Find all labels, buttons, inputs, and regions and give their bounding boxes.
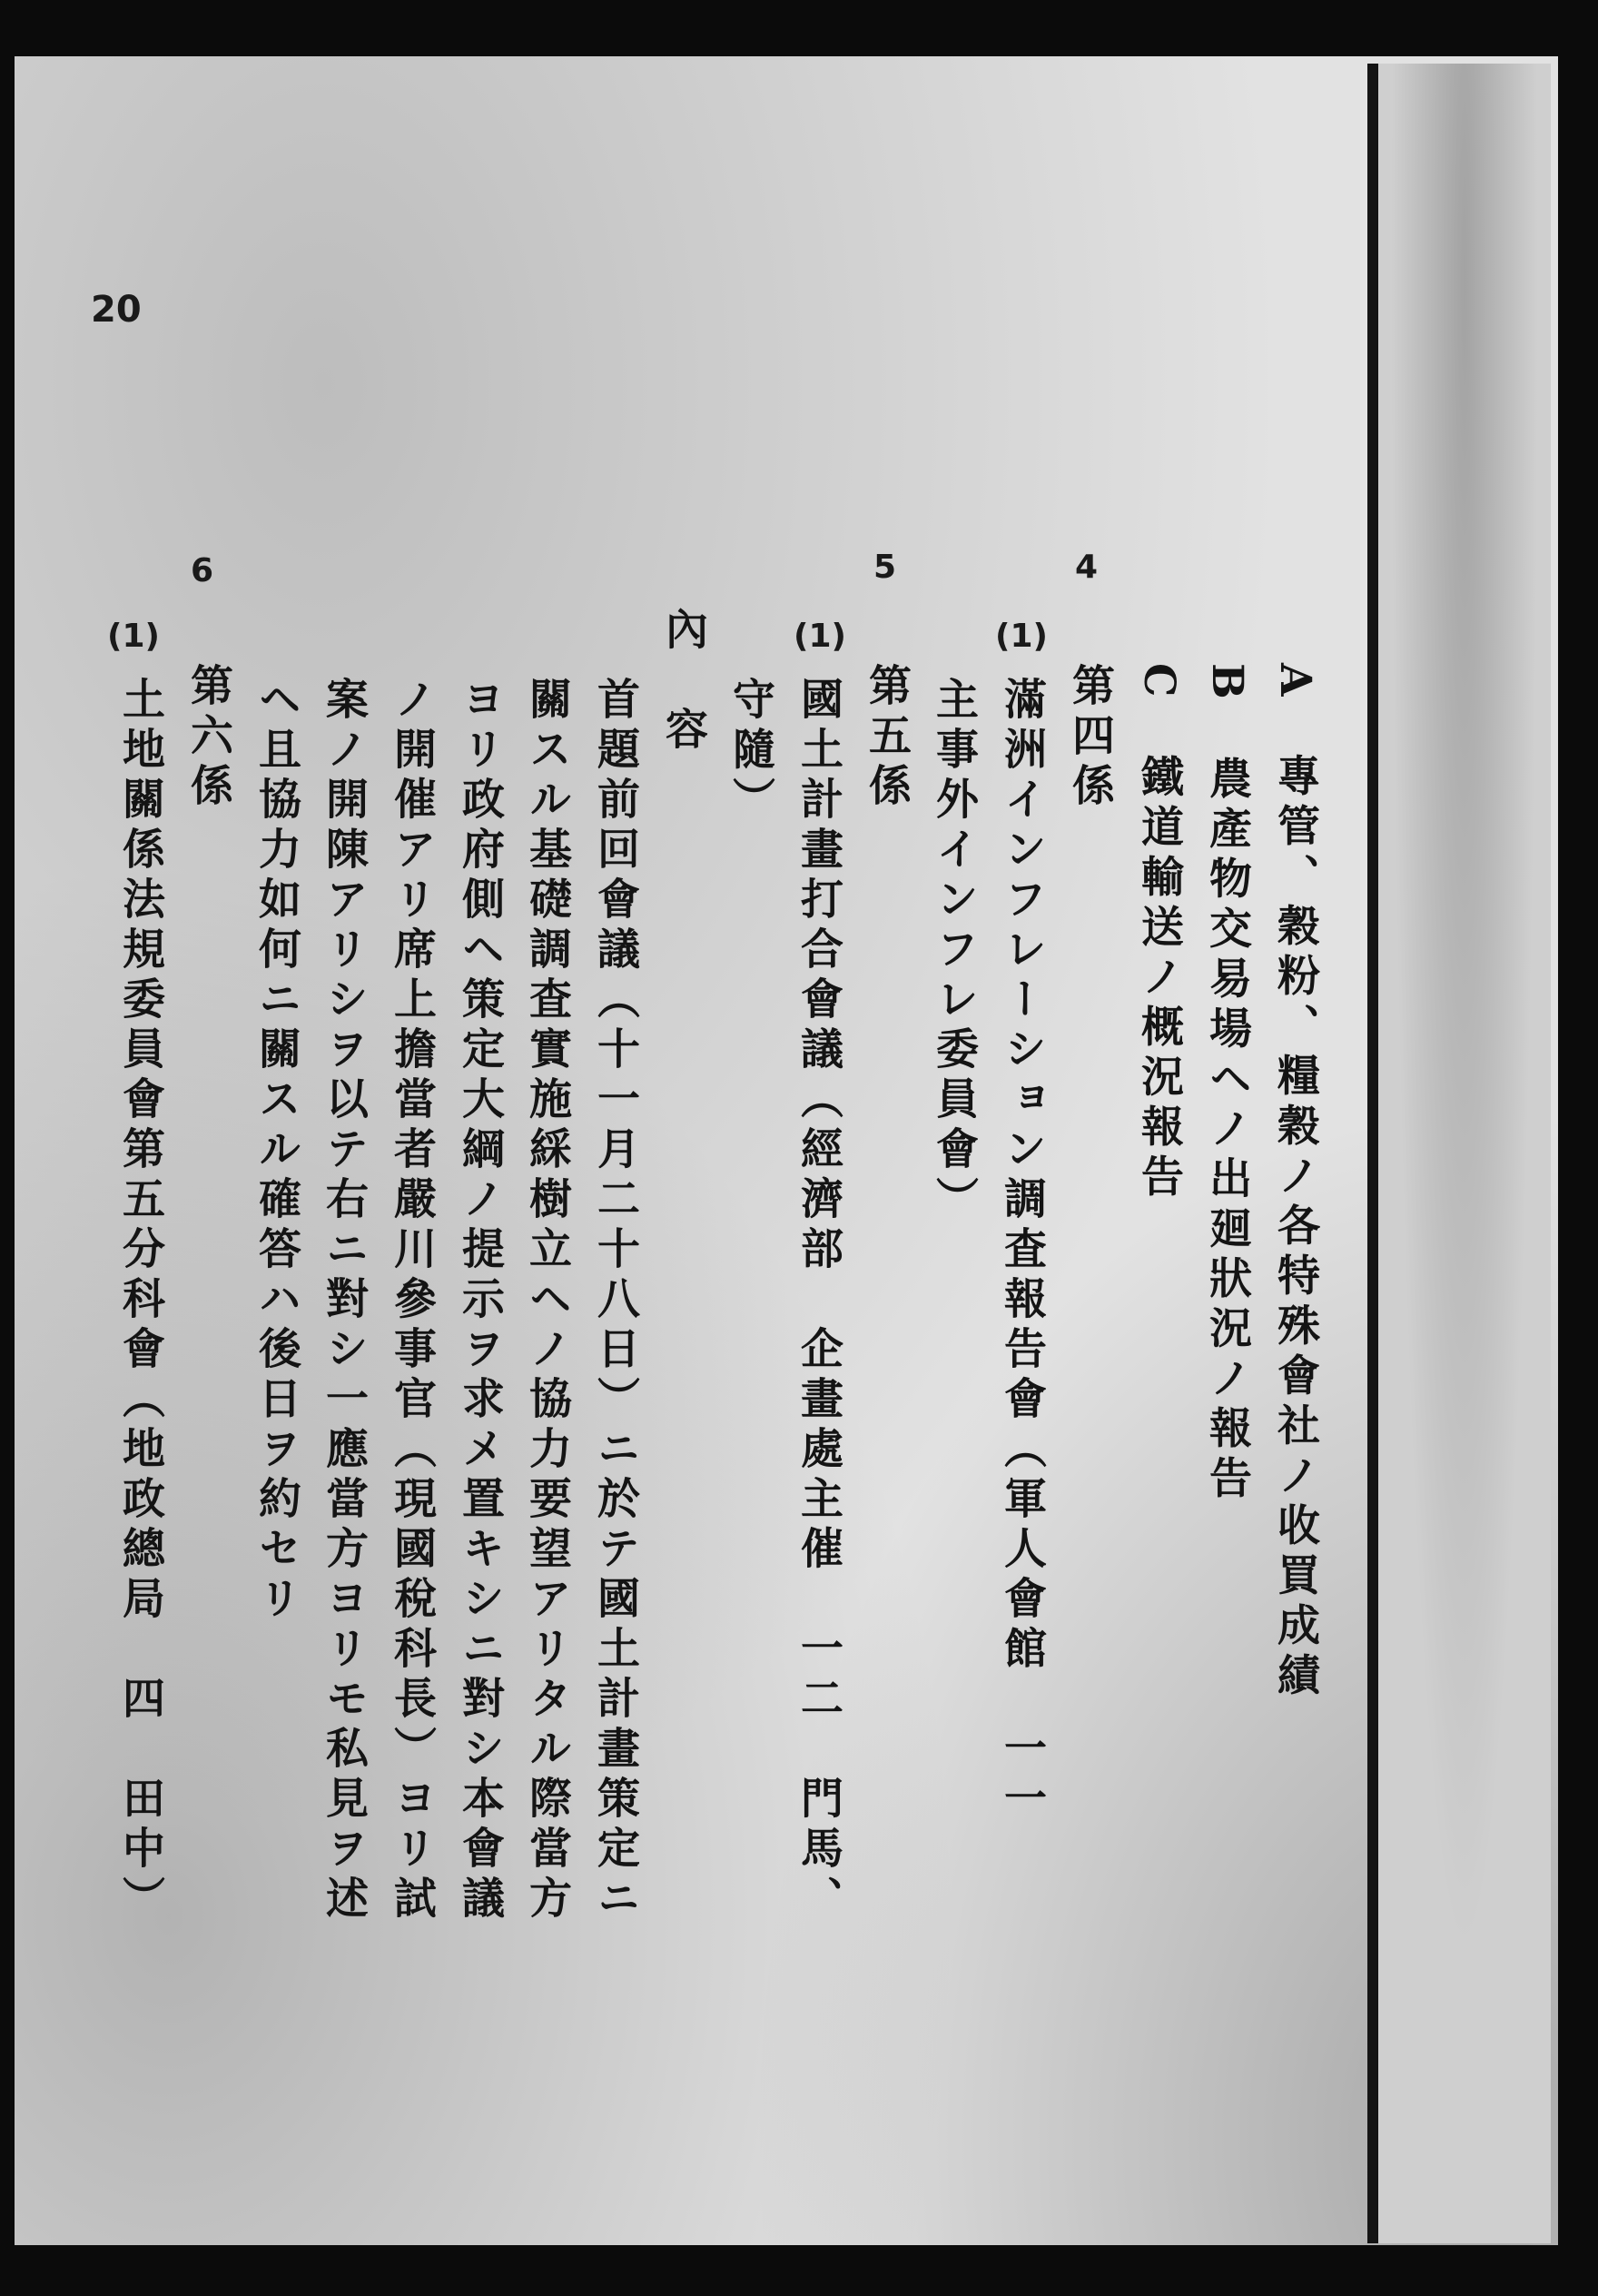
text-column: 案ノ開陳アリシヲ以テ右ニ對シ一應當方ヨリモ私見ヲ述 — [319, 677, 369, 1925]
text-column: 滿洲インフレーション調査報告會（軍人會館 一一 — [997, 677, 1047, 1826]
text-column: B 農產物交易場ヘノ出廻狀況ノ報告 — [1202, 663, 1252, 1506]
section-number-5: 5 — [873, 549, 897, 586]
item-marker-4-1: (1) — [995, 618, 1048, 655]
item-marker-5-1: (1) — [794, 618, 846, 655]
text-column: 首題前回會議（十一月二十八日）ニ於テ國土計畫策定ニ — [590, 677, 640, 1925]
page-gutter — [1367, 64, 1378, 2243]
text-column: 第五係 — [862, 663, 912, 813]
text-column: ノ開催アリ席上擔當者嚴川參事官（現國稅科長）ヨリ試 — [387, 677, 437, 1925]
section-number-6: 6 — [191, 552, 214, 589]
text-column: ヨリ政府側ヘ策定大綱ノ提示ヲ求メ置キシニ對シ本會議 — [455, 677, 505, 1925]
document-page — [15, 56, 1558, 2245]
page-number: 20 — [91, 289, 142, 331]
item-marker-6-1: (1) — [107, 618, 160, 655]
text-column: 國土計畫打合會議（經濟部 企畫處主催 一二 門馬、 — [794, 677, 843, 1925]
text-column: ヘ且協力如何ニ關スル確答ハ後日ヲ約セリ — [252, 677, 301, 1626]
text-column: A 專管、穀粉、糧穀ノ各特殊會社ノ收買成績 — [1270, 663, 1320, 1703]
text-column: 第六係 — [183, 663, 233, 813]
text-column: 內 容 — [658, 607, 708, 757]
section-number-4: 4 — [1075, 549, 1099, 586]
text-column: 關スル基礎調査實施綵樹立ヘノ協力要望アリタル際當方 — [522, 677, 572, 1925]
text-column: 主事外インフレ委員會） — [929, 677, 979, 1226]
text-column: 土地關係法規委員會第五分科會（地政總局 四 田中） — [115, 677, 165, 1925]
text-column: 第四係 — [1065, 663, 1115, 813]
adjacent-page-edge — [1378, 64, 1551, 2243]
text-column: C 鐵道輸送ノ概況報告 — [1134, 663, 1184, 1204]
text-column: 守隨） — [725, 677, 775, 826]
